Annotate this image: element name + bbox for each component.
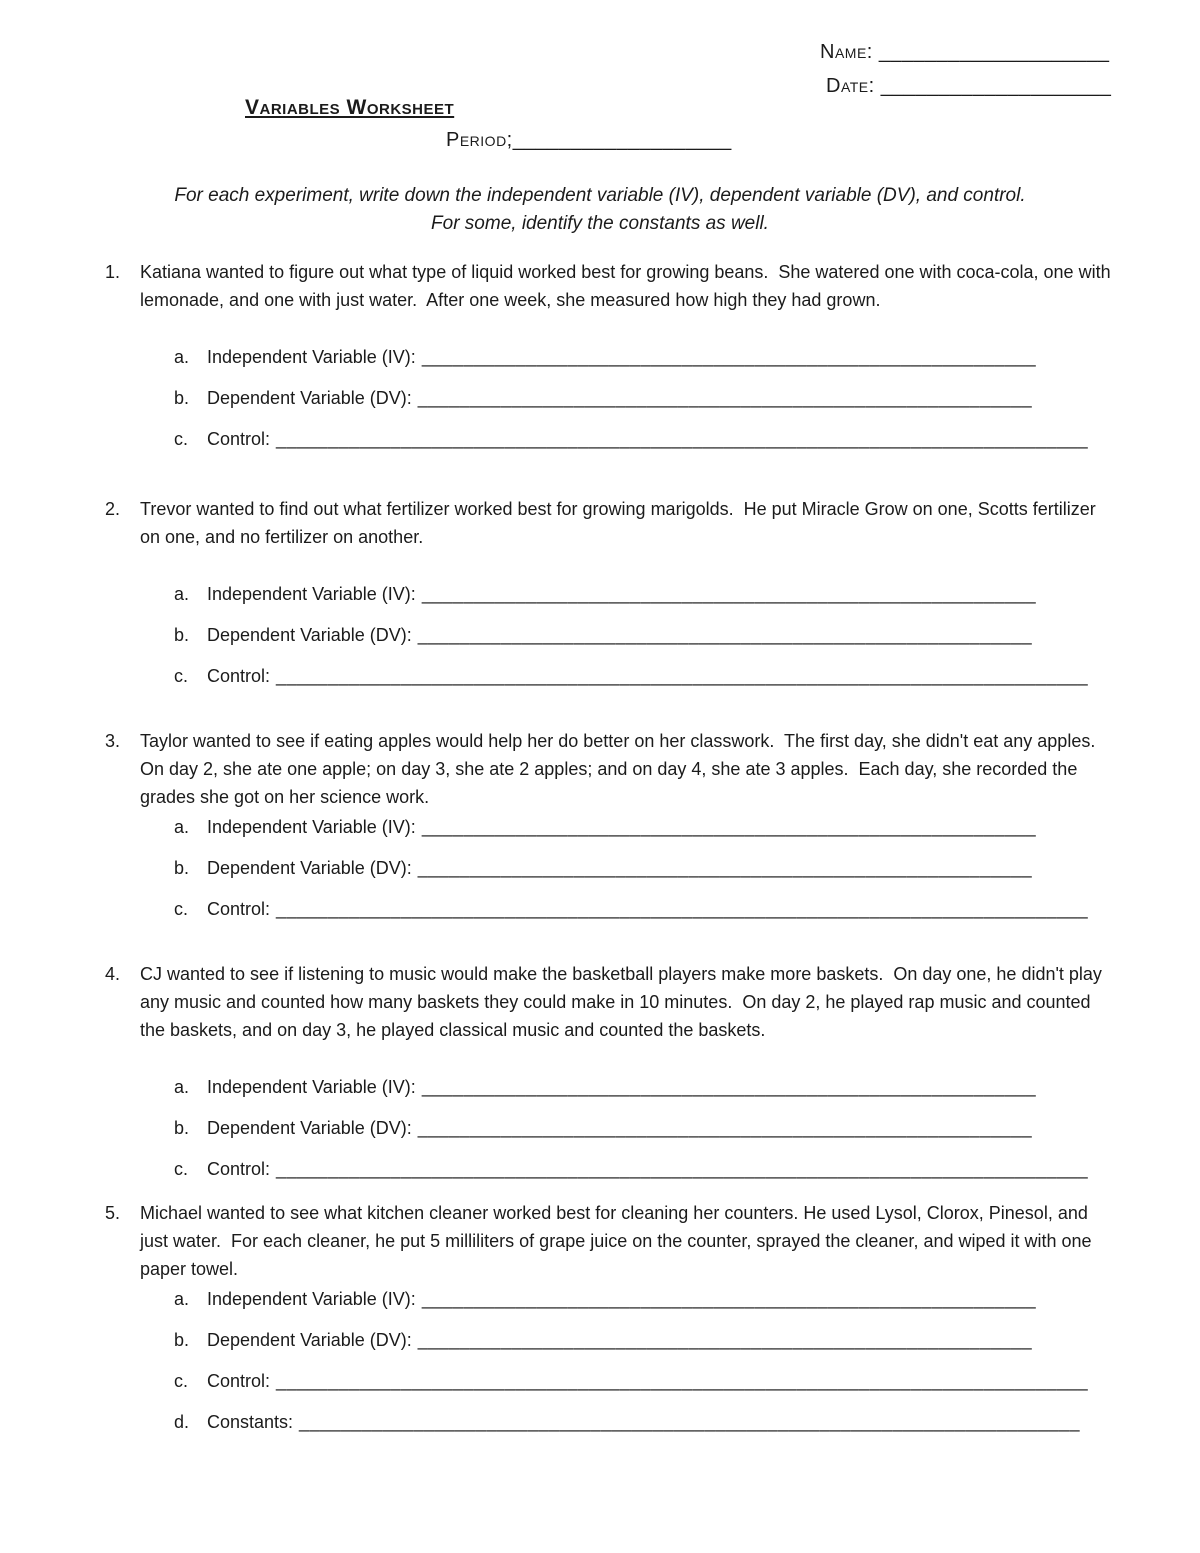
sub-letter: a. — [174, 817, 190, 837]
sub-letter: b. — [174, 858, 190, 878]
answer-blank: ___________________________________________________________ — [421, 584, 1037, 604]
sub-label: Independent Variable (IV): — [207, 347, 416, 367]
question-number: 5. — [105, 1203, 121, 1223]
answer-blank: ___________________________________________________________ — [421, 347, 1037, 367]
sub-item-dv — [174, 384, 1117, 412]
question-4 — [105, 960, 1117, 1183]
period-blank: ___________________ — [512, 129, 732, 151]
sub-letter: c. — [174, 666, 189, 686]
sub-letter: a. — [174, 1077, 190, 1097]
instructions-line-2: For some, identify the constants as well. — [431, 213, 769, 234]
date-line — [826, 72, 1111, 100]
sub-letter: b. — [174, 625, 190, 645]
sub-label: Control: — [207, 1371, 271, 1391]
sub-letter: c. — [174, 899, 189, 919]
sub-letter: b. — [174, 388, 190, 408]
question-1 — [105, 258, 1117, 453]
answer-blank: ___________________________________________________________ — [417, 858, 1033, 878]
answer-blank: ___________________________________________________________ — [421, 1077, 1037, 1097]
question-5 — [105, 1199, 1117, 1436]
sub-item-dv — [174, 1326, 1117, 1354]
sub-label: Constants: — [207, 1412, 294, 1432]
sub-label: Dependent Variable (DV): — [207, 1330, 412, 1350]
sub-label: Control: — [207, 429, 271, 449]
sub-label: Independent Variable (IV): — [207, 1077, 416, 1097]
question-2 — [105, 495, 1117, 690]
sub-label: Independent Variable (IV): — [207, 584, 416, 604]
sub-label: Independent Variable (IV): — [207, 1289, 416, 1309]
sub-label: Control: — [207, 1159, 271, 1179]
period-line — [446, 126, 732, 154]
sub-label: Dependent Variable (DV): — [207, 388, 412, 408]
sub-letter: a. — [174, 1289, 190, 1309]
sub-item-iv — [174, 343, 1117, 371]
answer-blank: ______________________________________________________________________________ — [276, 429, 1089, 449]
question-text: CJ wanted to see if listening to music would make the basketball players make more baskets. On day one, he didn't play any music and counted how many baskets they could make in 10 minutes. On day 2, he played rap music and counted the baskets, and on day 3, he played classical music and counted the baskets. — [140, 964, 1107, 1040]
sub-letter: b. — [174, 1118, 190, 1138]
sub-item-dv — [174, 1114, 1117, 1142]
answer-blank: ___________________________________________________________ — [417, 625, 1033, 645]
sub-item-dv — [174, 854, 1117, 882]
answer-blank: ______________________________________________________________________________ — [276, 1159, 1089, 1179]
answer-blank: ___________________________________________________________ — [417, 388, 1033, 408]
question-text: Taylor wanted to see if eating apples would help her do better on her classwork. The first day, she didn't eat any apples. On day 2, she ate one apple; on day 3, she ate 2 apples; and on day 4, she ate 3 apples. Each day, she recorded the grades she got on her science work. — [140, 731, 1106, 807]
date-label: Date: — [826, 75, 875, 97]
question-number: 4. — [105, 964, 121, 984]
question-text: Katiana wanted to figure out what type of liquid worked best for growing beans. She watered one with coca-cola, one with lemonade, and one with just water. After one week, she measured how high they had grown. — [140, 262, 1116, 310]
sub-label: Control: — [207, 899, 271, 919]
answer-blank: ___________________________________________________________ — [421, 1289, 1037, 1309]
sub-letter: a. — [174, 584, 190, 604]
page-title: Variables Worksheet — [245, 96, 455, 119]
questions-list — [105, 258, 1117, 1436]
question-number: 1. — [105, 262, 121, 282]
answer-blank: ___________________________________________________________ — [417, 1118, 1033, 1138]
question-number: 3. — [105, 731, 121, 751]
sub-label: Control: — [207, 666, 271, 686]
sub-item-control — [174, 895, 1117, 923]
answer-blank: ___________________________________________________________________________ — [299, 1412, 1080, 1432]
sub-label: Dependent Variable (DV): — [207, 858, 412, 878]
question-number: 2. — [105, 499, 121, 519]
sub-letter: b. — [174, 1330, 190, 1350]
sub-letter: c. — [174, 429, 189, 449]
answer-blank: ______________________________________________________________________________ — [276, 1371, 1089, 1391]
name-blank: ____________________ — [878, 41, 1110, 63]
sub-item-constants — [174, 1408, 1117, 1436]
sub-label: Dependent Variable (DV): — [207, 625, 412, 645]
sub-label: Dependent Variable (DV): — [207, 1118, 412, 1138]
sub-item-iv — [174, 813, 1117, 841]
answer-blank: ______________________________________________________________________________ — [276, 899, 1089, 919]
instructions-line-1: For each experiment, write down the independent variable (IV), dependent variable (DV), and control. — [174, 185, 1026, 206]
question-text: Michael wanted to see what kitchen cleaner worked best for cleaning her counters. He used Lysol, Clorox, Pinesol, and just water. For each cleaner, he put 5 milliliters of grape juice on the counter, sprayed the cleaner, and wiped it with one paper towel. — [140, 1203, 1097, 1279]
answer-blank: ___________________________________________________________ — [421, 817, 1037, 837]
sub-item-iv — [174, 1285, 1117, 1313]
sub-item-iv — [174, 1073, 1117, 1101]
answer-blank: ___________________________________________________________ — [417, 1330, 1033, 1350]
sub-item-control — [174, 1367, 1117, 1395]
sub-item-control — [174, 425, 1117, 453]
answer-blank: ______________________________________________________________________________ — [276, 666, 1089, 686]
instructions — [0, 182, 1200, 238]
date-blank: ____________________ — [880, 75, 1112, 97]
period-label: Period; — [446, 129, 513, 151]
sub-letter: a. — [174, 347, 190, 367]
name-label: Name: — [820, 41, 873, 63]
name-line — [820, 38, 1109, 66]
sub-item-iv — [174, 580, 1117, 608]
question-3 — [105, 727, 1117, 923]
question-text: Trevor wanted to find out what fertilizer worked best for growing marigolds. He put Miracle Grow on one, Scotts fertilizer on one, and no fertilizer on another. — [140, 499, 1101, 547]
sub-letter: c. — [174, 1371, 189, 1391]
sub-letter: d. — [174, 1412, 190, 1432]
sub-item-control — [174, 662, 1117, 690]
sub-item-dv — [174, 621, 1117, 649]
sub-label: Independent Variable (IV): — [207, 817, 416, 837]
sub-item-control — [174, 1155, 1117, 1183]
sub-letter: c. — [174, 1159, 189, 1179]
